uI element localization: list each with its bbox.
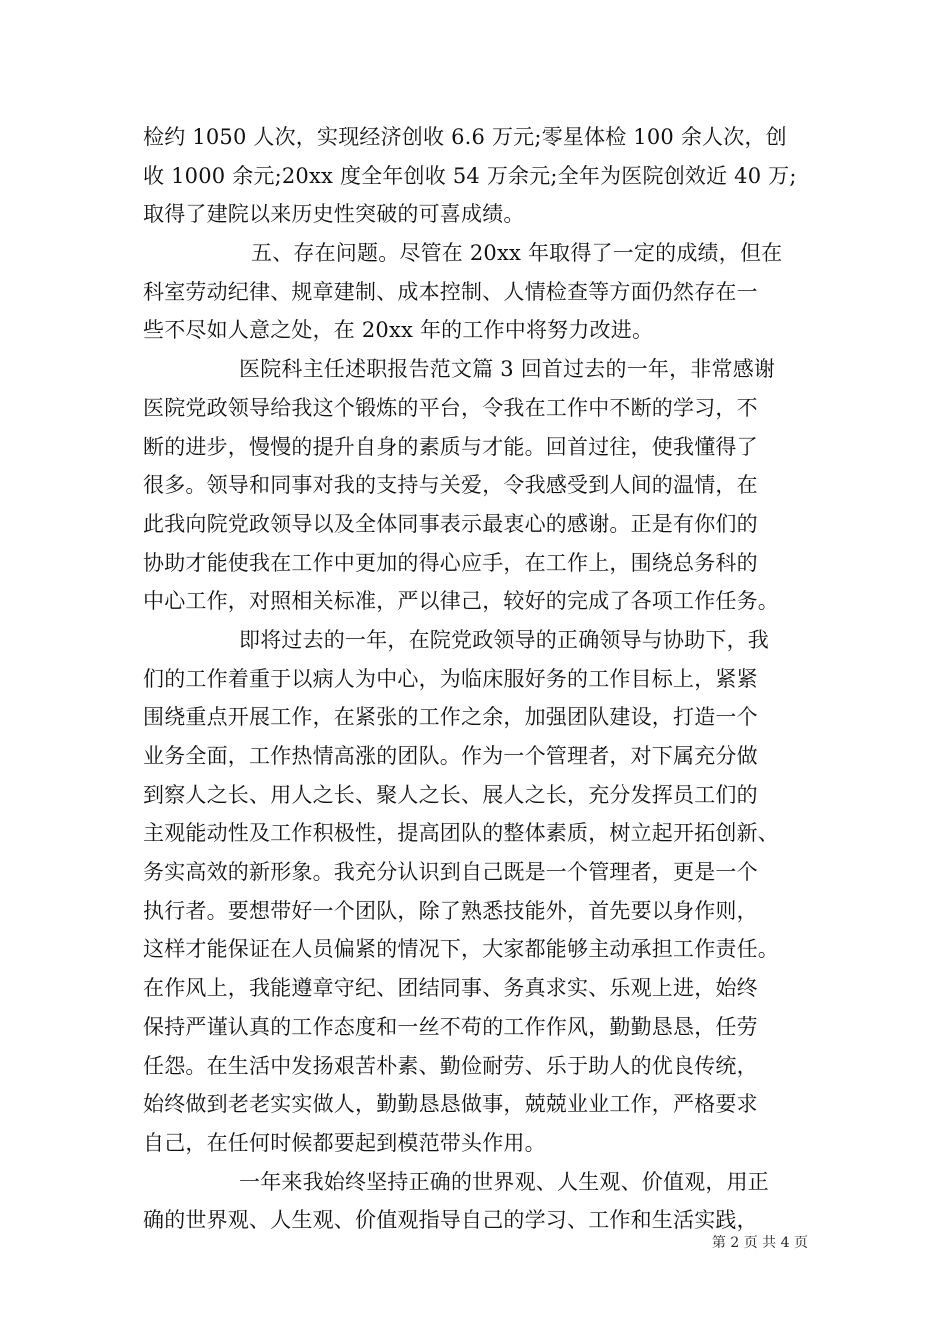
paragraph-start-line: 即将过去的一年，在院党政领导的正确领导与协助下，我: [239, 627, 769, 652]
text-line: 医院党政领导给我这个锻炼的平台，令我在工作中不断的学习，不: [143, 395, 758, 420]
page-number: 第 2 页 共 4 页: [711, 1235, 808, 1251]
paragraph-start-line: 一年来我始终坚持正确的世界观、人生观、价值观，用正: [239, 1169, 769, 1194]
text-line: 这样才能保证在人员偏紧的情况下，大家都能够主动承担工作责任。: [143, 937, 779, 962]
text-line: 检约 1050 人次，实现经济创收 6.6 万元;零星体检 100 余人次，创: [143, 125, 787, 149]
text-line: 取得了建院以来历史性突破的可喜成绩。: [143, 202, 525, 227]
text-line: 始终做到老老实实做人，勤勤恳恳做事，兢兢业业工作，严格要求: [143, 1092, 758, 1117]
text-line: 断的进步，慢慢的提升自身的素质与才能。回首过往，使我懂得了: [143, 434, 758, 459]
text-line: 们的工作着重于以病人为中心，为临床服好务的工作目标上，紧紧: [143, 666, 758, 691]
text-line: 围绕重点开展工作，在紧张的工作之余，加强团队建设，打造一个: [143, 705, 758, 730]
text-line: 收 1000 余元;20xx 度全年创收 54 万余元;全年为医院创效近 40 万;: [143, 163, 797, 188]
paragraph-start-line: 医院科主任述职报告范文篇 3 回首过去的一年，非常感谢: [239, 357, 776, 382]
text-line: 执行者。要想带好一个团队，除了熟悉技能外，首先要以身作则，: [143, 898, 758, 923]
text-line: 到察人之长、用人之长、聚人之长、展人之长，充分发挥员工们的: [143, 782, 758, 807]
document-body: [143, 118, 813, 1240]
text-line: 自己，在任何时候都要起到模范带头作用。: [143, 1130, 546, 1155]
text-line: 很多。领导和同事对我的支持与关爱，令我感受到人间的温情，在: [143, 473, 758, 498]
text-line: 确的世界观、人生观、价值观指导自己的学习、工作和生活实践，: [143, 1208, 758, 1233]
text-line: 此我向院党政领导以及全体同事表示最衷心的感谢。正是有你们的: [143, 511, 758, 536]
text-line: 业务全面，工作热情高涨的团队。作为一个管理者，对下属充分做: [143, 744, 758, 768]
text-line: 科室劳动纪律、规章建制、成本控制、人情检查等方面仍然存在一: [143, 279, 758, 304]
text-line: 务实高效的新形象。我充分认识到自己既是一个管理者，更是一个: [143, 860, 758, 885]
text-line: 些不尽如人意之处，在 20xx 年的工作中将努力改进。: [143, 318, 654, 343]
text-line: 协助才能使我在工作中更加的得心应手，在工作上，围绕总务科的: [143, 550, 758, 575]
text-line: 中心工作，对照相关标准，严以律己，较好的完成了各项工作任务。: [143, 589, 779, 614]
text-line: 主观能动性及工作积极性，提高团队的整体素质，树立起开拓创新、: [143, 821, 779, 846]
paragraph-start-line: 五、存在问题。尽管在 20xx 年取得了一定的成绩，但在: [251, 241, 783, 266]
text-line: 在作风上，我能遵章守纪、团结同事、务真求实、乐观上进，始终: [143, 976, 758, 1001]
text-line: 任怨。在生活中发扬艰苦朴素、勤俭耐劳、乐于助人的优良传统，: [143, 1053, 758, 1078]
text-line: 保持严谨认真的工作态度和一丝不苟的工作作风，勤勤恳恳，任劳: [143, 1014, 758, 1039]
